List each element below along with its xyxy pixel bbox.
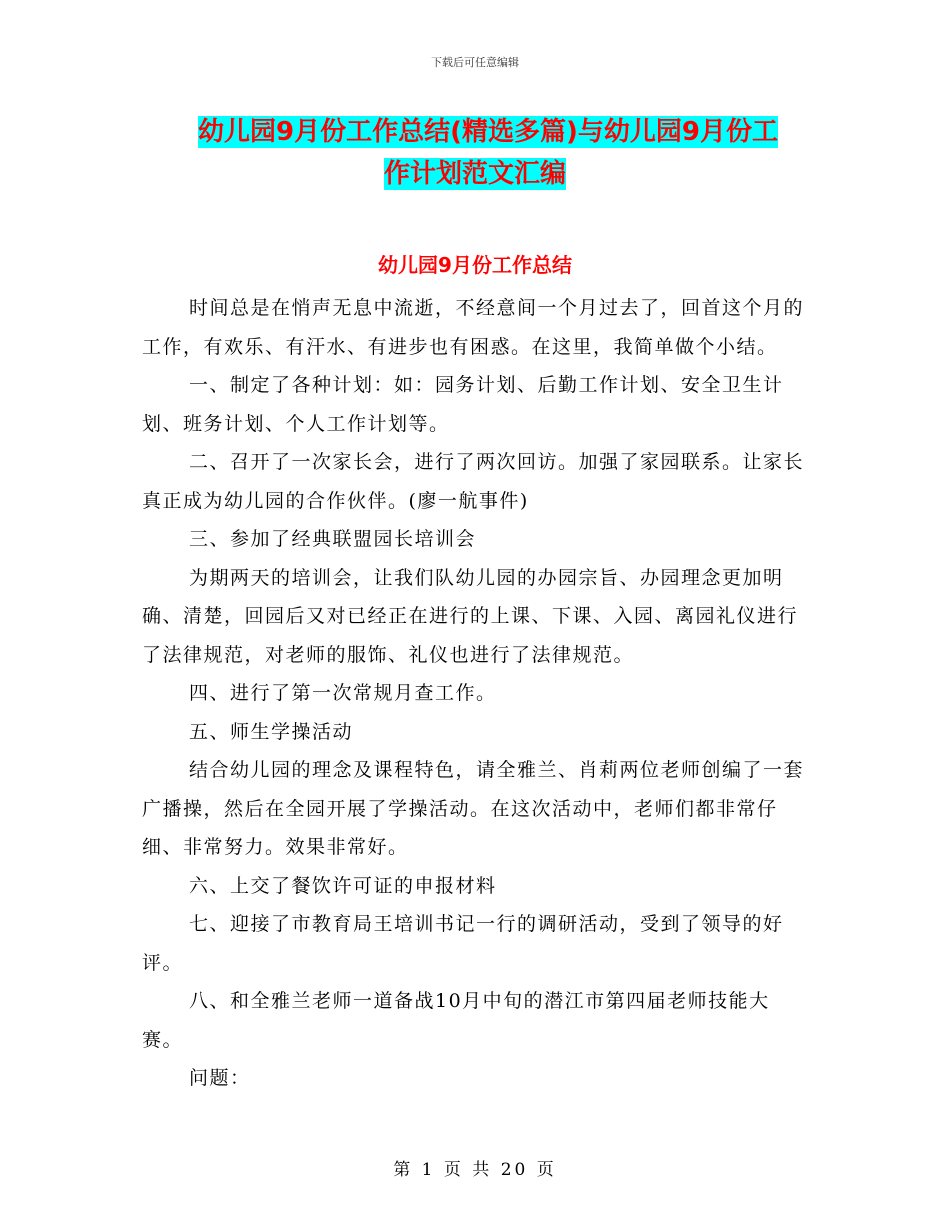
paragraph: 六、上交了餐饮许可证的申报材料 [189, 874, 497, 897]
paragraph: 问题： [189, 1067, 251, 1089]
paragraph: 五、师生学操活动 [189, 720, 354, 743]
document-title-text-1: 幼儿园9月份工作总结(精选多篇)与幼儿园9月份工 [198, 117, 778, 147]
paragraph: 三、参加了经典联盟园长培训会 [189, 528, 477, 550]
document-title-line-1 [0, 115, 950, 149]
header-note: 下载后可任意编辑 [431, 56, 519, 69]
paragraph: 一、制定了各种计划：如：园务计划、后勤工作计划、安全卫生计划、班务计划、个人工作计划等。 [142, 374, 784, 435]
document-title-line-2 [0, 157, 950, 191]
paragraph: 结合幼儿园的理念及课程特色，请全雅兰、肖莉两位老师创编了一套广播操，然后在全园开展了学操活动。在这次活动中，老师们都非常仔细、非常努力。效果非常好。 [142, 759, 805, 858]
paragraph: 八、和全雅兰老师一道备战10月中旬的潜江市第四届老师技能大赛。 [142, 990, 770, 1051]
body-text [142, 289, 810, 1098]
paragraph: 四、进行了第一次常规月查工作。 [189, 682, 497, 704]
paragraph: 二、召开了一次家长会，进行了两次回访。加强了家园联系。让家长真正成为幼儿园的合作伙伴。(廖一航事件) [142, 451, 805, 512]
paragraph: 为期两天的培训会，让我们队幼儿园的办园宗旨、办园理念更加明确、清楚，回园后又对已经正在进行的上课、下课、入园、离园礼仪进行了法律规范，对老师的服饰、礼仪也进行了法律规范。 [142, 566, 799, 666]
paragraph: 时间总是在悄声无息中流逝，不经意间一个月过去了，回首这个月的工作，有欢乐、有汗水、有进步也有困惑。在这里，我简单做个小结。 [142, 297, 805, 358]
paragraph: 七、迎接了市教育局王培训书记一行的调研活动，受到了领导的好评。 [142, 913, 784, 974]
document-title-text-2: 作计划范文汇编 [383, 159, 566, 189]
page-footer: 第 1 页 共 20 页 [393, 1160, 557, 1180]
section-title: 幼儿园9月份工作总结 [378, 253, 572, 277]
